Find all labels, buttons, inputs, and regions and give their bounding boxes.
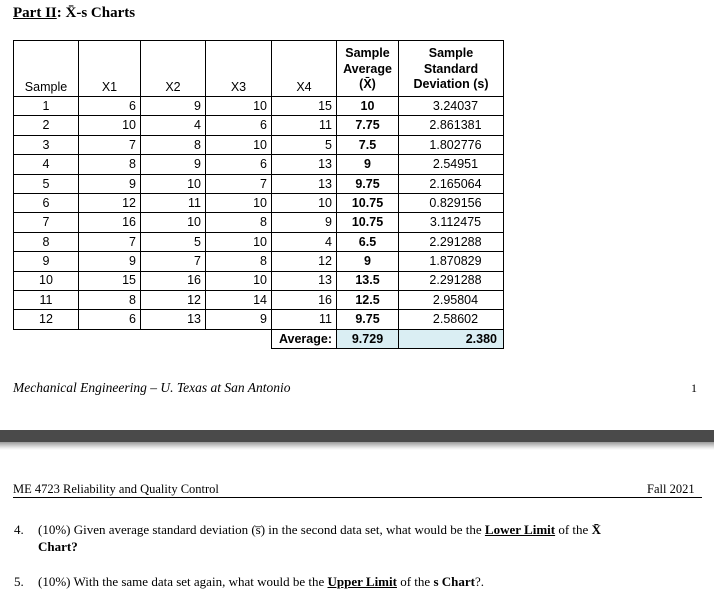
cell-sample: 10 (14, 271, 79, 290)
question-text: (10%) Given average standard deviation (s̅) in the second data set, what would be the Lower Limit of the X̄ Chart? (38, 522, 601, 554)
table-header-row (14, 41, 504, 97)
data-table (13, 40, 504, 349)
cell-x1: 7 (79, 135, 141, 154)
cell-x2: 12 (141, 290, 206, 309)
cell-x4: 16 (272, 290, 337, 309)
average-row (14, 329, 504, 348)
cell-x3: 10 (206, 232, 272, 251)
header-rule (13, 497, 702, 498)
course-header: ME 4723 Reliability and Quality Control (13, 482, 219, 496)
cell-average: 7.5 (337, 135, 399, 154)
header-x2: X2 (141, 41, 206, 97)
cell-x1: 8 (79, 290, 141, 309)
cell-x1: 12 (79, 193, 141, 212)
header-sample: Sample (14, 41, 79, 97)
cell-x4: 13 (272, 155, 337, 174)
cell-sample: 5 (14, 174, 79, 193)
cell-sample: 3 (14, 135, 79, 154)
cell-x3: 14 (206, 290, 272, 309)
section-title (13, 5, 135, 22)
cell-average: 10.75 (337, 213, 399, 232)
cell-x2: 9 (141, 155, 206, 174)
cell-sample: 7 (14, 213, 79, 232)
cell-x1: 6 (79, 310, 141, 329)
table-row (14, 135, 504, 154)
cell-average: 9.75 (337, 310, 399, 329)
header-x1: X1 (79, 41, 141, 97)
question-number: 4. (14, 522, 24, 537)
cell-x2: 10 (141, 174, 206, 193)
cell-x1: 9 (79, 174, 141, 193)
cell-x3: 9 (206, 310, 272, 329)
cell-sd: 2.291288 (399, 232, 504, 251)
table-row (14, 116, 504, 135)
cell-x1: 16 (79, 213, 141, 232)
cell-x1: 8 (79, 155, 141, 174)
header-sample-average: Sample Average (X̄) (337, 41, 399, 97)
cell-x1: 9 (79, 252, 141, 271)
page-number: 1 (691, 381, 697, 395)
table-row (14, 252, 504, 271)
cell-sample: 9 (14, 252, 79, 271)
cell-sample: 1 (14, 97, 79, 116)
table-row (14, 290, 504, 309)
average-of-averages: 9.729 (337, 329, 399, 348)
cell-x3: 10 (206, 135, 272, 154)
cell-average: 7.75 (337, 116, 399, 135)
cell-x2: 11 (141, 193, 206, 212)
cell-average: 9 (337, 252, 399, 271)
cell-average: 10 (337, 97, 399, 116)
cell-x4: 9 (272, 213, 337, 232)
cell-x2: 5 (141, 232, 206, 251)
cell-sample: 4 (14, 155, 79, 174)
cell-sd: 2.165064 (399, 174, 504, 193)
cell-average: 6.5 (337, 232, 399, 251)
cell-x1: 7 (79, 232, 141, 251)
cell-x3: 7 (206, 174, 272, 193)
cell-x2: 4 (141, 116, 206, 135)
cell-x3: 6 (206, 116, 272, 135)
header-x4: X4 (272, 41, 337, 97)
cell-sd: 3.24037 (399, 97, 504, 116)
table-row (14, 232, 504, 251)
cell-x2: 10 (141, 213, 206, 232)
cell-average: 12.5 (337, 290, 399, 309)
cell-sample: 8 (14, 232, 79, 251)
table-row (14, 155, 504, 174)
cell-sample: 6 (14, 193, 79, 212)
cell-x4: 13 (272, 271, 337, 290)
cell-x1: 6 (79, 97, 141, 116)
cell-x1: 15 (79, 271, 141, 290)
page-separator (0, 430, 714, 442)
cell-sd: 1.802776 (399, 135, 504, 154)
section-title-rest: : X̄-s Charts (56, 5, 136, 21)
cell-x3: 10 (206, 193, 272, 212)
table-row (14, 97, 504, 116)
cell-x4: 11 (272, 310, 337, 329)
cell-average: 9.75 (337, 174, 399, 193)
semester-header: Fall 2021 (647, 482, 695, 496)
average-label: Average: (272, 329, 337, 348)
cell-x3: 8 (206, 252, 272, 271)
cell-sample: 12 (14, 310, 79, 329)
table-row (14, 193, 504, 212)
cell-sd: 0.829156 (399, 193, 504, 212)
cell-sd: 2.291288 (399, 271, 504, 290)
cell-x3: 6 (206, 155, 272, 174)
cell-x4: 10 (272, 193, 337, 212)
question-text: (10%) With the same data set again, what would be the Upper Limit of the s Chart?. (38, 574, 484, 589)
cell-sd: 2.54951 (399, 155, 504, 174)
cell-x4: 12 (272, 252, 337, 271)
cell-sd: 1.870829 (399, 252, 504, 271)
table-row (14, 213, 504, 232)
table-row (14, 174, 504, 193)
header-sample-sd: Sample Standard Deviation (s) (399, 41, 504, 97)
cell-x4: 11 (272, 116, 337, 135)
average-of-sd: 2.380 (399, 329, 504, 348)
footer-institution: Mechanical Engineering – U. Texas at San Antonio (13, 380, 291, 395)
cell-x4: 13 (272, 174, 337, 193)
cell-sd: 3.112475 (399, 213, 504, 232)
cell-x2: 7 (141, 252, 206, 271)
cell-x3: 8 (206, 213, 272, 232)
cell-sd: 2.861381 (399, 116, 504, 135)
cell-x4: 5 (272, 135, 337, 154)
cell-x3: 10 (206, 271, 272, 290)
cell-x1: 10 (79, 116, 141, 135)
header-x3: X3 (206, 41, 272, 97)
cell-x4: 4 (272, 232, 337, 251)
cell-x4: 15 (272, 97, 337, 116)
page-separator-shadow (0, 442, 714, 450)
table-row (14, 271, 504, 290)
cell-x2: 8 (141, 135, 206, 154)
cell-average: 9 (337, 155, 399, 174)
cell-x2: 16 (141, 271, 206, 290)
cell-sample: 2 (14, 116, 79, 135)
question-number: 5. (14, 574, 24, 589)
cell-x2: 13 (141, 310, 206, 329)
cell-sample: 11 (14, 290, 79, 309)
cell-sd: 2.58602 (399, 310, 504, 329)
cell-average: 13.5 (337, 271, 399, 290)
section-title-part: Part II (13, 5, 57, 21)
cell-average: 10.75 (337, 193, 399, 212)
table-row (14, 310, 504, 329)
cell-x2: 9 (141, 97, 206, 116)
cell-x3: 10 (206, 97, 272, 116)
cell-sd: 2.95804 (399, 290, 504, 309)
